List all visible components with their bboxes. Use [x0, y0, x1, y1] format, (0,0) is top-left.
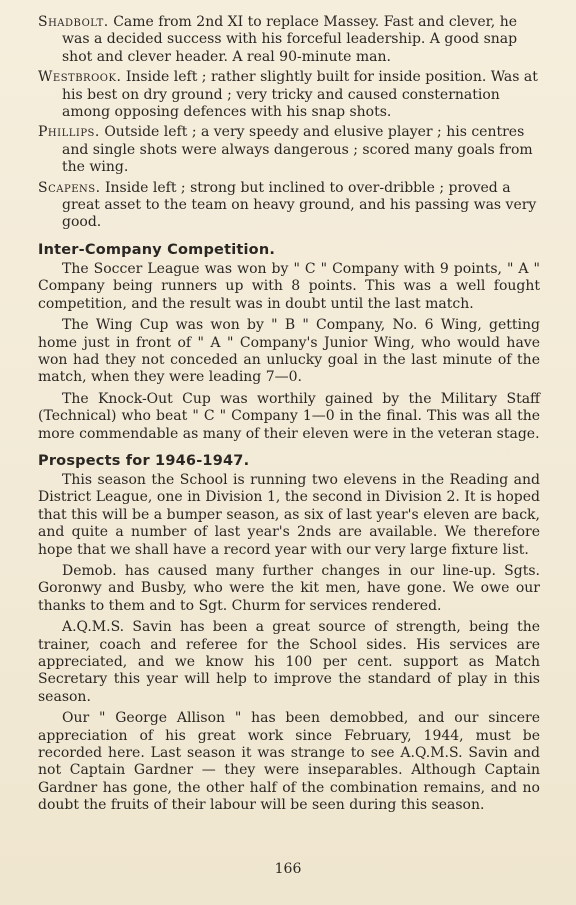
player-entry-westbrook	[38, 69, 540, 121]
paragraph: The Knock-Out Cup was worthily gained by the Military Staff (Technical) who beat " C " Company 1—0 in the final. This was all the more commendable as many of their eleven were in the veteran stage.	[38, 390, 540, 442]
paragraph: Demob. has caused many further changes in our line-up. Sgts. Goronwy and Busby, who were the kit men, have gone. We owe our thanks to them and to Sgt. Churm for services rendered.	[38, 562, 540, 614]
page-number: 166	[274, 861, 302, 877]
section-heading-prospects: Prospects for 1946-1947.	[38, 452, 250, 469]
paragraph: The Soccer League was won by " C " Company with 9 points, " A " Company being runners up with 8 points. This was a well fought competition, and the result was in doubt until the last match.	[38, 260, 540, 312]
player-list	[38, 14, 540, 232]
paragraph: A.Q.M.S. Savin has been a great source of strength, being the trainer, coach and referee for the School sides. His services are appreciated, and we know his 100 per cent. support as Match Secretary this year will help to improve the standard of play in this season.	[38, 619, 540, 705]
section-heading-inter-company: Inter-Company Competition.	[38, 241, 276, 258]
paragraph: This season the School is running two elevens in the Reading and District League, one in Division 1, the second in Division 2. It is hoped that this will be a bumper season, as six of last year's eleven are back, and quite a number of last year's 2nds are available. We therefore hope that we shall have a record year with our very large fixture list.	[38, 471, 540, 558]
player-description: Inside left ; strong but inclined to over-dribble ; proved a great asset to the team on heavy ground, and his passing was very good.	[62, 179, 537, 231]
player-description: Inside left ; rather slightly built for inside position. Was at his best on dry ground ; very tricky and caused consternation among opposing defences with his snap shots.	[62, 69, 538, 121]
player-name: Scapens.	[38, 179, 101, 196]
player-description: Outside left ; a very speedy and elusive player ; his centres and single shots were always dangerous ; scored many goals from the wing.	[62, 124, 533, 176]
player-name: Phillips.	[38, 124, 100, 141]
paragraph: The Wing Cup was won by " B " Company, No. 6 Wing, getting home just in front of " A " Company's Junior Wing, who would have won had they not conceded an unlucky goal in the last minute of the match, when they were leading 7—0.	[38, 317, 540, 386]
player-name: Shadbolt.	[38, 14, 109, 30]
paragraph: Our " George Allison " has been demobbed, and our sincere appreciation of his great work since February, 1944, must be recorded here. Last season it was strange to see A.Q.M.S. Savin and not Captain Gardner — they were inseparables. Although Captain Gardner has gone, the other half of the combination remains, and no doubt the fruits of their labour will be seen during this season.	[38, 710, 540, 814]
player-name: Westbrook.	[38, 69, 122, 86]
player-description: Came from 2nd XI to replace Massey. Fast and clever, he was a decided success with his forceful leadership. A good snap shot and clever header. A real 90-minute man.	[62, 14, 518, 65]
player-entry-phillips	[38, 124, 540, 176]
player-entry-shadbolt	[38, 14, 540, 66]
player-entry-scapens	[38, 180, 540, 232]
